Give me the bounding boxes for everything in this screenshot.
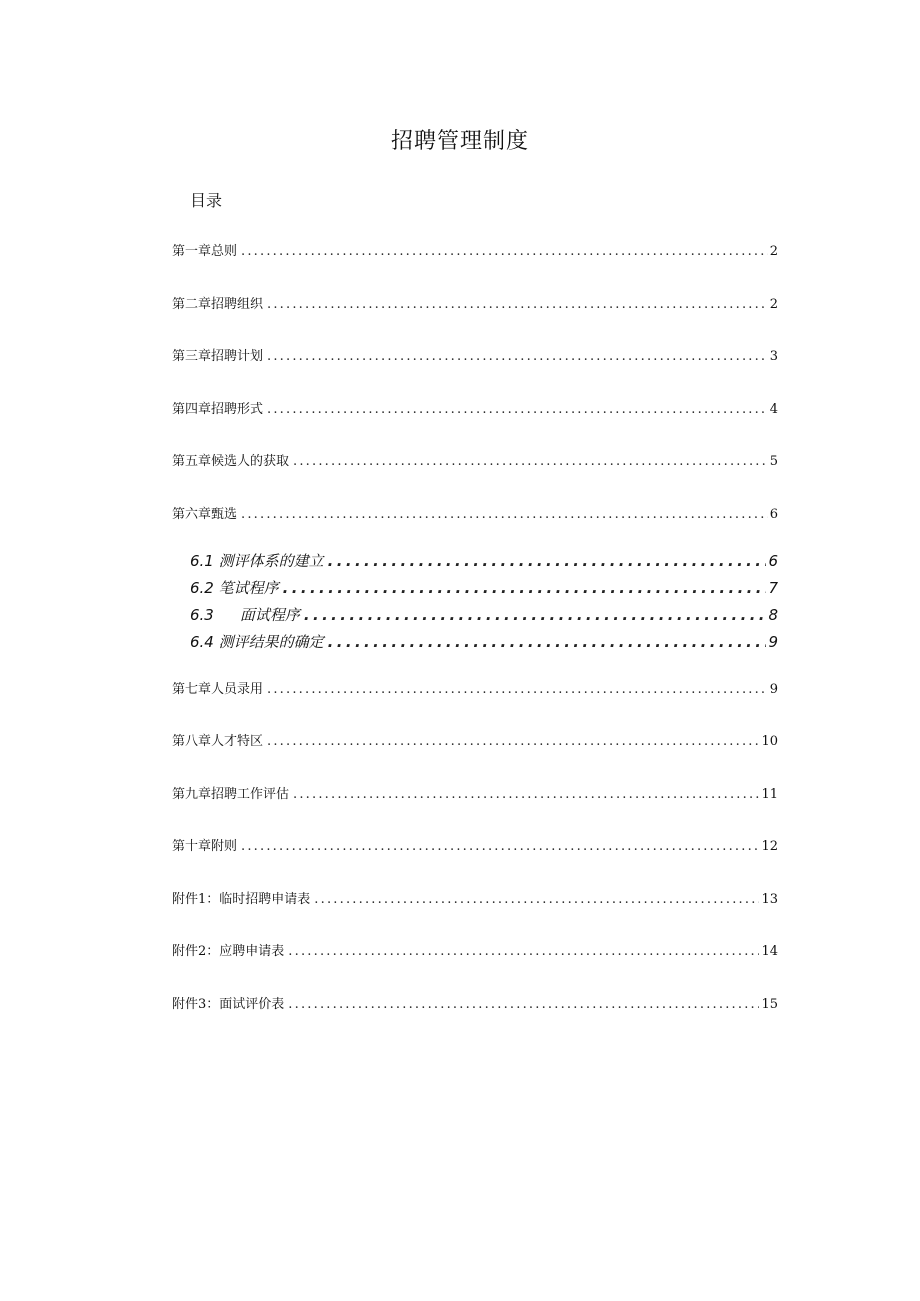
- toc-entry-label: 第九章招聘工作评估: [172, 787, 290, 802]
- toc-entry-chapter-10[interactable]: [172, 838, 778, 856]
- toc-subentry-label: 笔试程序: [218, 579, 279, 597]
- toc-entry-label: 第四章招聘形式: [172, 402, 264, 417]
- toc-dot-leader: [241, 838, 759, 856]
- toc-entry-label: 附件2：应聘申请表: [172, 944, 285, 959]
- toc-subentry-6-2[interactable]: [190, 578, 778, 598]
- toc-subentry-label: 测评结果的确定: [218, 633, 324, 651]
- toc-entry-page: 2: [769, 297, 778, 312]
- toc-subentry-6-3[interactable]: [190, 605, 778, 625]
- toc-dot-leader: [328, 632, 767, 652]
- toc-entry-appendix-3[interactable]: [172, 996, 778, 1014]
- toc-dot-leader: [328, 551, 767, 571]
- toc-entry-chapter-8[interactable]: [172, 733, 778, 751]
- toc-subentry-6-4[interactable]: [190, 632, 778, 652]
- toc-entry-label: 第二章招聘组织: [172, 297, 264, 312]
- toc-heading: 目录: [190, 191, 223, 210]
- toc-entry-chapter-1[interactable]: [172, 243, 778, 261]
- toc-entry-chapter-6[interactable]: [172, 506, 778, 524]
- toc-dot-leader: [283, 578, 767, 598]
- toc-subentry-label: 面试程序: [239, 606, 300, 624]
- toc-dot-leader: [288, 996, 759, 1014]
- document-title: 招聘管理制度: [390, 129, 529, 154]
- toc-entry-label: 第三章招聘计划: [172, 349, 264, 364]
- toc-entry-chapter-4[interactable]: [172, 401, 778, 419]
- toc-subentry-page: 8: [768, 606, 778, 624]
- toc-dot-leader: [314, 891, 759, 909]
- toc-entry-label: 第五章候选人的获取: [172, 454, 290, 469]
- toc-entry-page: 15: [761, 997, 778, 1012]
- toc-dot-leader: [293, 453, 768, 471]
- toc-subentry-label: 测评体系的建立: [218, 552, 324, 570]
- toc-entry-page: 13: [761, 892, 778, 907]
- toc-entry-page: 9: [769, 682, 778, 697]
- toc-entry-page: 4: [769, 402, 778, 417]
- toc-entry-label: 第十章附则: [172, 839, 238, 854]
- toc-subentry-page: 9: [768, 633, 778, 651]
- toc-entry-page: 2: [769, 244, 778, 259]
- toc-subentry-number: 6.4: [190, 633, 214, 651]
- toc-entry-page: 12: [761, 839, 778, 854]
- toc-dot-leader: [293, 786, 759, 804]
- toc-dot-leader: [267, 296, 768, 314]
- toc-dot-leader: [241, 243, 768, 261]
- toc-subentry-number: 6.3: [190, 606, 214, 624]
- toc-subentry-number: 6.2: [190, 579, 214, 597]
- toc-entry-page: 11: [761, 787, 778, 802]
- toc-entry-page: 3: [769, 349, 778, 364]
- toc-entry-appendix-2[interactable]: [172, 943, 778, 961]
- toc-entry-page: 6: [769, 507, 778, 522]
- toc-dot-leader: [267, 733, 759, 751]
- toc-subentry-number: 6.1: [190, 552, 214, 570]
- toc-entry-label: 附件3：面试评价表: [172, 997, 285, 1012]
- toc-entry-label: 第一章总则: [172, 244, 238, 259]
- toc-dot-leader: [304, 605, 767, 625]
- toc-dot-leader: [267, 401, 768, 419]
- toc-entry-label: 第六章甄选: [172, 507, 238, 522]
- toc-entry-appendix-1[interactable]: [172, 891, 778, 909]
- toc-entry-chapter-3[interactable]: [172, 348, 778, 366]
- toc-subentry-6-1[interactable]: [190, 551, 778, 571]
- toc-entry-chapter-5[interactable]: [172, 453, 778, 471]
- toc-entry-label: 第七章人员录用: [172, 682, 264, 697]
- toc-dot-leader: [267, 348, 768, 366]
- toc-dot-leader: [241, 506, 768, 524]
- toc-entry-chapter-9[interactable]: [172, 786, 778, 804]
- toc-entry-page: 10: [761, 734, 778, 749]
- toc-entry-label: 第八章人才特区: [172, 734, 264, 749]
- toc-entry-chapter-2[interactable]: [172, 296, 778, 314]
- toc-entry-page: 5: [769, 454, 778, 469]
- toc-entry-label: 附件1：临时招聘申请表: [172, 892, 311, 907]
- toc-entry-page: 14: [761, 944, 778, 959]
- toc-subentry-page: 6: [768, 552, 778, 570]
- toc-dot-leader: [267, 681, 768, 699]
- toc-entry-chapter-7[interactable]: [172, 681, 778, 699]
- toc-dot-leader: [288, 943, 759, 961]
- toc-subentry-page: 7: [768, 579, 778, 597]
